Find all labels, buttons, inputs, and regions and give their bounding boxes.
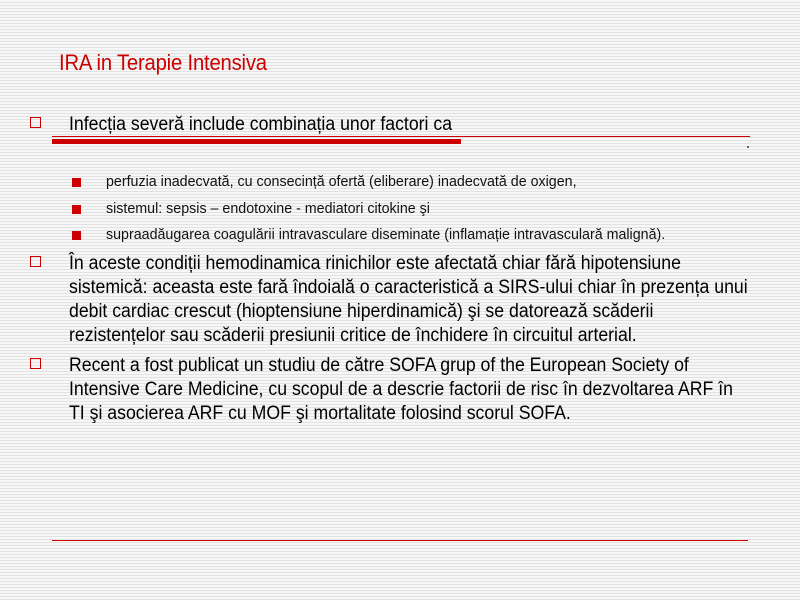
bullet-3-line-2: Intensive Care Medicine, cu scopul de a descrie factorii de risc în dezvoltarea ARF în bbox=[69, 379, 733, 400]
sub-bullet-text-2: sistemul: sepsis – endotoxine - mediatori citokine şi bbox=[106, 200, 430, 217]
sub-bullet-item-1 bbox=[72, 172, 601, 192]
bullet-3-line-3: TI şi asocierea ARF cu MOF şi mortalitate folosind scorul SOFA. bbox=[69, 403, 571, 424]
divider-dot bbox=[747, 146, 749, 148]
bullet-2-line-3: debit cardiac crescut (hioptensiune hiperdinamică) şi se datorează scăderii bbox=[69, 301, 654, 322]
divider-thin-top bbox=[52, 136, 750, 137]
filled-square-bullet-icon bbox=[72, 205, 81, 214]
bullet-item-1 bbox=[30, 113, 775, 137]
bullet-2-line-1: În aceste condiții hemodinamica rinichilor este afectată chiar fără hipotensiune bbox=[69, 253, 681, 274]
bullet-item-3 bbox=[30, 354, 775, 426]
bullet-item-2 bbox=[30, 252, 775, 348]
filled-square-bullet-icon bbox=[72, 231, 81, 240]
bullet-text-3 bbox=[69, 354, 776, 426]
bullet-3-line-1: Recent a fost publicat un studiu de către SOFA grup of the European Society of bbox=[69, 355, 689, 376]
filled-square-bullet-icon bbox=[72, 178, 81, 187]
bullet-text-1: Infecția severă include combinația unor factori ca bbox=[69, 114, 453, 135]
divider-thick-top bbox=[52, 139, 461, 144]
bullet-2-line-2: sistemică: aceasta este fară îndoială o caracteristică a SIRS-ului chiar în prezența unui bbox=[69, 277, 748, 298]
sub-bullet-text-3: supraadăugarea coagulării intravasculare diseminate (inflamație intravasculară malignă). bbox=[106, 226, 666, 243]
sub-bullet-item-2 bbox=[72, 199, 447, 219]
sub-bullet-item-3 bbox=[72, 225, 695, 245]
bullet-text-2 bbox=[69, 252, 776, 348]
slide-title: IRA in Terapie Intensiva bbox=[59, 50, 267, 75]
divider-thin-bottom bbox=[52, 540, 748, 541]
bullet-2-line-4: rezistențelor sau scăderii presiunii critice de închidere în circuitul arterial. bbox=[69, 325, 637, 346]
hollow-square-bullet-icon bbox=[30, 256, 41, 267]
hollow-square-bullet-icon bbox=[30, 358, 41, 369]
hollow-square-bullet-icon bbox=[30, 117, 41, 128]
sub-bullet-text-1: perfuzia inadecvată, cu consecință ofertă (eliberare) inadecvată de oxigen, bbox=[106, 173, 577, 190]
